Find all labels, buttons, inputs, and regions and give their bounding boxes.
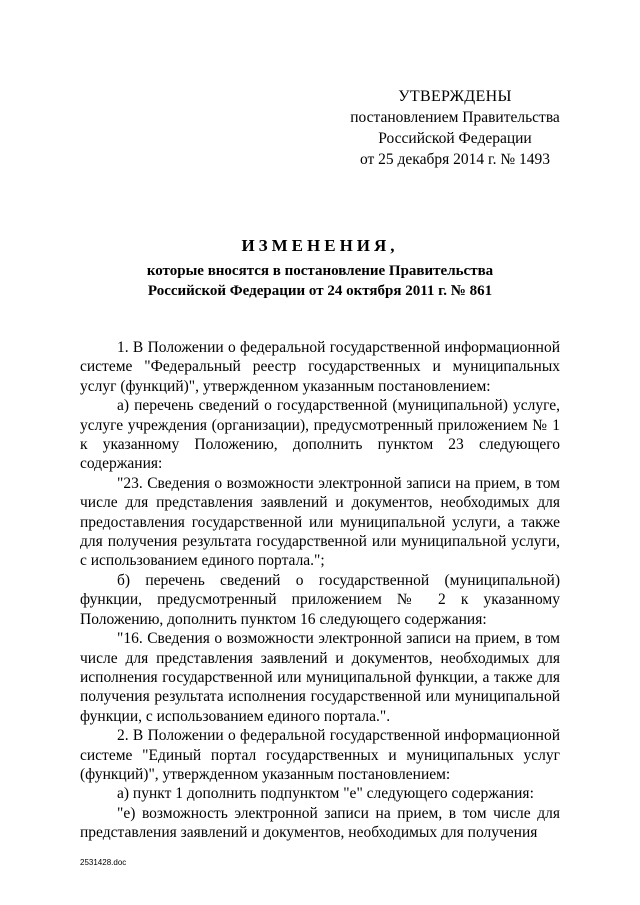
- paragraph-2a-text: "е) возможность электронной записи на прием, в том числе для представления заявлений и документов, необходимых для получения: [80, 804, 560, 842]
- approval-block: [340, 86, 570, 170]
- approval-line-2: Российской Федерации: [378, 130, 532, 147]
- file-name-footer: 2531428.doc: [80, 858, 127, 867]
- document-body: [80, 338, 560, 843]
- paragraph-2a: а) пункт 1 дополнить подпунктом "е" следующего содержания:: [117, 785, 534, 803]
- paragraph-1b-text: "16. Сведения о возможности электронной записи на прием, в том числе для представления заявлений и документов, необходимых для исполнения государственной или муниципальной функции, а также для получения результата исполнения государственной или муниципальной функции, с использованием единого портала.".: [80, 630, 560, 725]
- approval-line-1: постановлением Правительства: [350, 109, 560, 126]
- approval-line-3: от 25 декабря 2014 г. № 1493: [359, 151, 551, 168]
- paragraph-1b: б) перечень сведений о государственной (муниципальной) функции, предусмотренный приложением № 2 к указанному Положению, дополнить пунктом 16 следующего содержания:: [80, 571, 560, 628]
- paragraph-2: 2. В Положении о федеральной государственной информационной системе "Единый портал государственных и муниципальных услуг (функций)", утвержденном указанным постановлением:: [80, 727, 560, 783]
- approval-heading: УТВЕРЖДЕНЫ: [398, 88, 512, 105]
- paragraph-1a-text: "23. Сведения о возможности электронной записи на прием, в том числе для представления заявлений и документов, необходимых для предоставления государственной или муниципальной услуги, а также для получения результата государственной или муниципальной услуги, с использованием единого портала.";: [80, 474, 560, 570]
- subtitle-line-2: Российской Федерации от 24 октября 2011 г. № 861: [147, 283, 493, 299]
- subtitle-line-1: которые вносятся в постановление Правительства: [146, 263, 494, 279]
- paragraph-1a: а) перечень сведений о государственной (муниципальной) услуге, услуге учреждения (организации), предусмотренный приложением № 1 к указанному Положению, дополнить пунктом 23 следующего содержания:: [80, 397, 560, 473]
- paragraph-1: 1. В Положении о федеральной государственной информационной системе "Федеральный реестр государственных и муниципальных услуг (функций)", утвержденном указанным постановлением:: [80, 339, 560, 395]
- document-subtitle: [0, 261, 640, 301]
- document-title: ИЗМЕНЕНИЯ,: [241, 236, 399, 255]
